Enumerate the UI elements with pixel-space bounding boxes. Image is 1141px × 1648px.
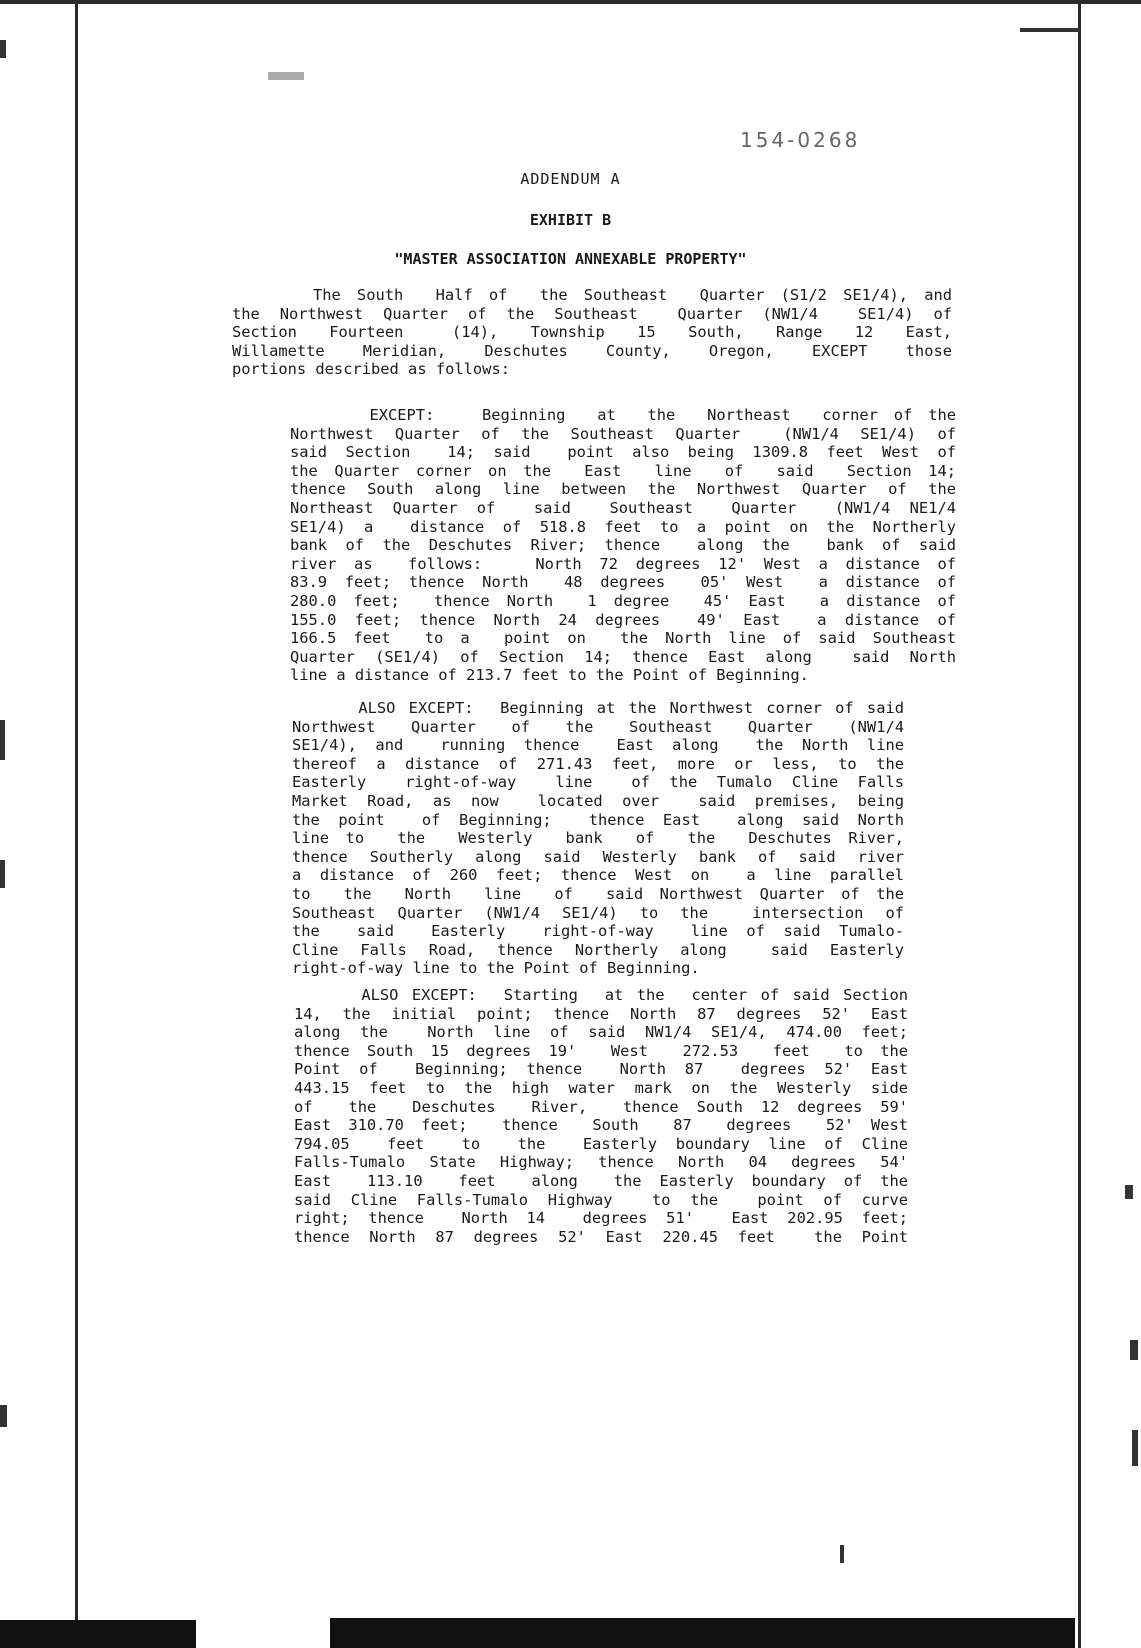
- scan-speck: [0, 860, 5, 888]
- scan-speck: [1130, 1340, 1138, 1360]
- document-heading: "MASTER ASSOCIATION ANNEXABLE PROPERTY": [394, 250, 747, 268]
- text-line: line to the Westerly bank of the Deschutes River,: [292, 829, 904, 848]
- text-line: SE1/4), and running thence East along the North line: [292, 736, 904, 755]
- text-line: thence Southerly along said Westerly bank of said river: [292, 847, 904, 866]
- text-line: thence South along line between the Northwest Quarter of the: [290, 480, 956, 499]
- text-line: line a distance of 213.7 feet to the Point of Beginning.: [290, 666, 809, 685]
- text-line: river as follows: North 72 degrees 12' West a distance of: [290, 554, 956, 573]
- text-line: thereof a distance of 271.43 feet, more or less, to the: [292, 754, 904, 773]
- handwritten-reference: 154-0268: [740, 128, 861, 152]
- text-line: said Section 14; said point also being 1309.8 feet West of: [290, 443, 956, 462]
- except-paragraph-1: [290, 406, 956, 685]
- text-line: Northwest Quarter of the Southeast Quarter (NW1/4 SE1/4) of: [290, 424, 956, 443]
- scan-speck: [840, 1545, 844, 1563]
- text-line: right; thence North 14 degrees 51' East 202.95 feet;: [294, 1209, 908, 1228]
- scan-speck: [1020, 28, 1080, 32]
- scan-smudge: [268, 72, 304, 80]
- scan-speck: [1132, 1430, 1138, 1466]
- text-line: Southeast Quarter (NW1/4 SE1/4) to the intersection of: [292, 903, 904, 922]
- text-line: the said Easterly right-of-way line of said Tumalo-: [292, 922, 904, 941]
- scan-speck: [0, 1405, 7, 1427]
- text-line: a distance of 260 feet; thence West on a line parallel: [292, 866, 904, 885]
- text-line: EXCEPT: Beginning at the Northeast corner of the: [290, 406, 956, 424]
- text-line: Willamette Meridian, Deschutes County, Oregon, EXCEPT those: [232, 341, 952, 360]
- scan-bottom-edge-left: [0, 1620, 196, 1648]
- text-line: Northwest Quarter of the Southeast Quarter (NW1/4: [292, 717, 904, 736]
- text-line: 155.0 feet; thence North 24 degrees 49' East a distance of: [290, 610, 956, 629]
- text-line: The South Half of the Southeast Quarter (S1/2 SE1/4), and: [232, 286, 952, 304]
- except-paragraph-2: [292, 699, 904, 978]
- text-line: bank of the Deschutes River; thence along the bank of said: [290, 536, 956, 555]
- text-line: Section Fourteen (14), Township 15 South, Range 12 East,: [232, 323, 952, 342]
- text-line: Cline Falls Road, thence Northerly along said Easterly: [292, 940, 904, 959]
- scan-speck: [1125, 1185, 1133, 1199]
- addendum-title: ADDENDUM A: [520, 170, 621, 188]
- text-line: portions described as follows:: [232, 360, 510, 379]
- exhibit-title: EXHIBIT B: [529, 211, 612, 229]
- scan-left-border: [75, 0, 78, 1648]
- text-line: East 113.10 feet along the Easterly boundary of the: [294, 1171, 908, 1190]
- text-line: along the North line of said NW1/4 SE1/4, 474.00 feet;: [294, 1023, 908, 1042]
- text-line: of the Deschutes River, thence South 12 degrees 59': [294, 1097, 908, 1116]
- text-line: right-of-way line to the Point of Beginning.: [292, 959, 700, 978]
- text-line: East 310.70 feet; thence South 87 degrees 52' West: [294, 1116, 908, 1135]
- text-line: ALSO EXCEPT: Starting at the center of said Section: [294, 986, 908, 1004]
- text-line: 794.05 feet to the Easterly boundary line of Cline: [294, 1134, 908, 1153]
- text-line: Falls-Tumalo State Highway; thence North 04 degrees 54': [294, 1153, 908, 1172]
- text-line: SE1/4) a distance of 518.8 feet to a point on the Northerly: [290, 517, 956, 536]
- text-line: ALSO EXCEPT: Beginning at the Northwest corner of said: [292, 699, 904, 717]
- text-line: the Northwest Quarter of the Southeast Quarter (NW1/4 SE1/4) of: [232, 304, 952, 323]
- text-line: 280.0 feet; thence North 1 degree 45' East a distance of: [290, 591, 956, 610]
- text-line: thence North 87 degrees 52' East 220.45 feet the Point: [294, 1227, 908, 1246]
- text-line: 14, the initial point; thence North 87 degrees 52' East: [294, 1004, 908, 1023]
- scan-right-border: [1078, 0, 1081, 1648]
- scan-top-edge: [0, 0, 1141, 4]
- text-line: said Cline Falls-Tumalo Highway to the point of curve: [294, 1190, 908, 1209]
- text-line: thence South 15 degrees 19' West 272.53 feet to the: [294, 1041, 908, 1060]
- text-line: 166.5 feet to a point on the North line of said Southeast: [290, 629, 956, 648]
- text-line: Easterly right-of-way line of the Tumalo Cline Falls: [292, 773, 904, 792]
- text-line: to the North line of said Northwest Quarter of the: [292, 884, 904, 903]
- scan-speck: [0, 720, 5, 760]
- text-line: 443.15 feet to the high water mark on the Westerly side: [294, 1078, 908, 1097]
- scan-speck: [0, 40, 6, 58]
- text-line: 83.9 feet; thence North 48 degrees 05' West a distance of: [290, 573, 956, 592]
- text-line: Northeast Quarter of said Southeast Quarter (NW1/4 NE1/4: [290, 498, 956, 517]
- except-paragraph-3: [294, 986, 908, 1246]
- text-line: the Quarter corner on the East line of said Section 14;: [290, 461, 956, 480]
- text-line: Market Road, as now located over said premises, being: [292, 791, 904, 810]
- text-line: Quarter (SE1/4) of Section 14; thence East along said North: [290, 647, 956, 666]
- scan-bottom-edge-right: [330, 1618, 1075, 1648]
- intro-paragraph: [232, 286, 952, 379]
- text-line: the point of Beginning; thence East along said North: [292, 810, 904, 829]
- text-line: Point of Beginning; thence North 87 degrees 52' East: [294, 1060, 908, 1079]
